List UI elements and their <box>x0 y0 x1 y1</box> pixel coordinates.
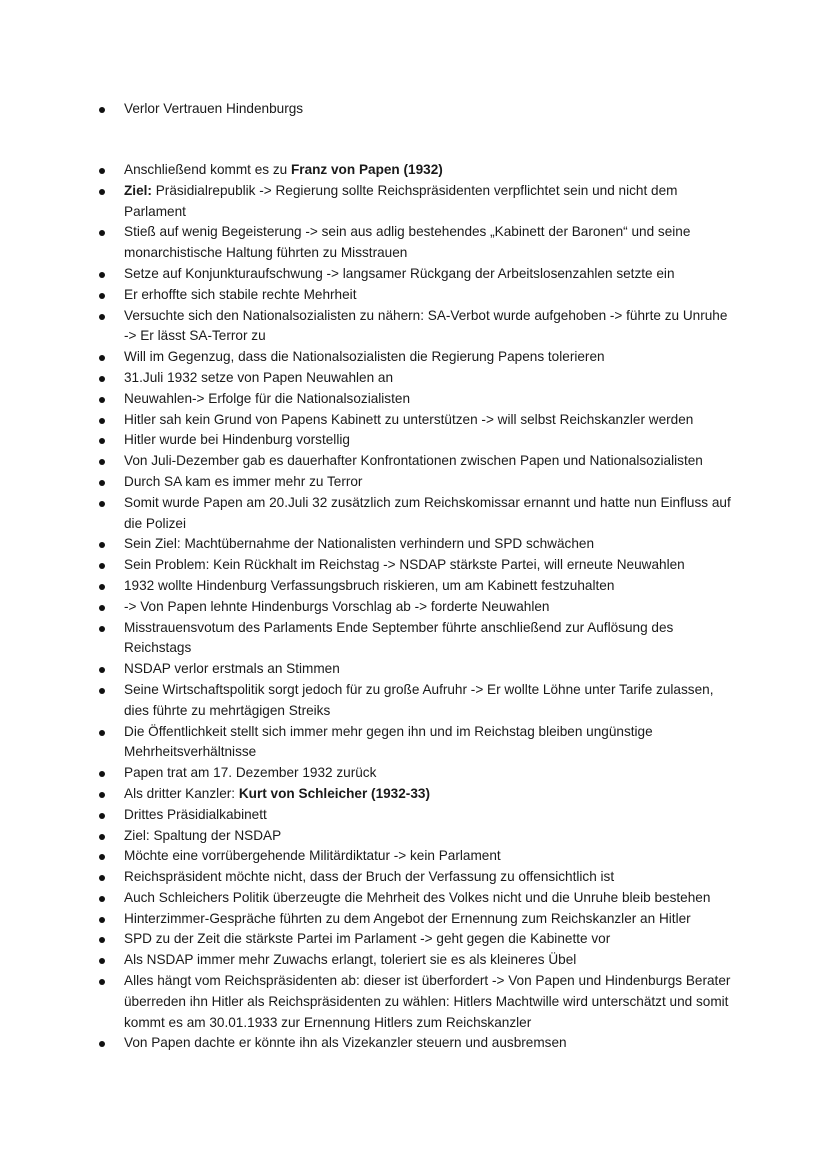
list-item <box>0 410 828 431</box>
list-item <box>0 430 828 451</box>
list-item <box>0 618 828 660</box>
bullet-icon <box>99 792 105 798</box>
list-item-text: 1932 wollte Hindenburg Verfassungsbruch riskieren, um am Kabinett festzuhalten <box>124 577 615 593</box>
list-item <box>0 264 828 285</box>
bullet-icon <box>99 834 105 840</box>
bullet-icon <box>99 667 105 673</box>
list-item-text: -> Von Papen lehnte Hindenburgs Vorschlag ab -> forderte Neuwahlen <box>124 598 550 614</box>
list-item-text: NSDAP verlor erstmals an Stimmen <box>124 661 340 677</box>
bullet-list-intro <box>0 99 828 120</box>
list-item-text: 31.Juli 1932 setze von Papen Neuwahlen an <box>124 369 394 385</box>
list-item-text: Papen trat am 17. Dezember 1932 zurück <box>124 765 377 781</box>
list-item <box>0 763 828 784</box>
list-item <box>0 659 828 680</box>
list-item-text: Sein Problem: Kein Rückhalt im Reichstag -> NSDAP stärkste Partei, will erneute Neuwahlen <box>124 557 685 573</box>
bullet-icon <box>99 854 105 860</box>
list-item-text: Als NSDAP immer mehr Zuwachs erlangt, toleriert sie es als kleineres Übel <box>124 952 577 968</box>
list-item-text: SPD zu der Zeit die stärkste Partei im Parlament -> geht gegen die Kabinette vor <box>124 931 611 947</box>
bullet-icon <box>99 584 105 590</box>
bullet-icon <box>99 605 105 611</box>
list-item <box>0 576 828 597</box>
bullet-icon <box>99 189 105 195</box>
list-item <box>0 534 828 555</box>
list-item <box>0 160 828 181</box>
list-item <box>0 389 828 410</box>
list-item <box>0 472 828 493</box>
bullet-icon <box>99 979 105 985</box>
list-item-bold-text: Ziel: <box>124 182 152 198</box>
list-item-text: Alles hängt vom Reichspräsidenten ab: dieser ist überfordert -> Von Papen und Hindenburgs Berater überreden ihn Hitler als Reichspräsidenten zu wählen: Hitlers Machtwille wird unterschätzt und somit kommt es am 30.01.1933 zur Ernennung Hitlers zum Reichskanzler <box>124 973 731 1030</box>
list-item <box>0 555 828 576</box>
bullet-icon <box>99 293 105 299</box>
bullet-icon <box>99 230 105 236</box>
list-item-text: Neuwahlen-> Erfolge für die Nationalsozialisten <box>124 390 411 406</box>
bullet-icon <box>99 626 105 632</box>
bullet-icon <box>99 418 105 424</box>
list-item <box>0 181 828 223</box>
list-item <box>0 368 828 389</box>
list-item-text: Durch SA kam es immer mehr zu Terror <box>124 473 363 489</box>
bullet-icon <box>99 771 105 777</box>
bullet-list-main <box>0 160 828 1054</box>
bullet-icon <box>99 937 105 943</box>
list-item-text: Von Juli-Dezember gab es dauerhafter Konfrontationen zwischen Papen und Nationalsozialisten <box>124 453 703 469</box>
list-item-text: Sein Ziel: Machtübernahme der Nationalisten verhindern und SPD schwächen <box>124 536 594 552</box>
list-item-text: Die Öffentlichkeit stellt sich immer mehr gegen ihn und im Reichstag bleiben ungünstige Mehrheitsverhältnisse <box>124 723 653 760</box>
list-item <box>0 99 828 120</box>
list-item-text: Als dritter Kanzler: <box>124 785 239 801</box>
list-item <box>0 929 828 950</box>
list-item-text: Von Papen dachte er könnte ihn als Vizekanzler steuern und ausbremsen <box>124 1035 567 1051</box>
list-item-text: Stieß auf wenig Begeisterung -> sein aus adlig bestehendes „Kabinett der Baronen“ und seine monarchistische Haltung führten zu Misstrauen <box>124 224 691 261</box>
bullet-icon <box>99 107 105 113</box>
list-item <box>0 888 828 909</box>
list-item-text: Auch Schleichers Politik überzeugte die Mehrheit des Volkes nicht und die Unruhe bleib bestehen <box>124 889 711 905</box>
list-item <box>0 222 828 264</box>
list-item <box>0 285 828 306</box>
bullet-icon <box>99 563 105 569</box>
list-item-text: Hitler sah kein Grund von Papens Kabinett zu unterstützen -> will selbst Reichskanzler werden <box>124 411 694 427</box>
bullet-icon <box>99 730 105 736</box>
list-item-text: Ziel: Spaltung der NSDAP <box>124 827 282 843</box>
list-item <box>0 826 828 847</box>
list-item <box>0 971 828 1033</box>
list-item-text: Verlor Vertrauen Hindenburgs <box>124 101 304 116</box>
list-item-text-continued: Präsidialrepublik -> Regierung sollte Reichspräsidenten verpflichtet sein und nicht dem Parlament <box>124 182 678 219</box>
list-item-text: Versuchte sich den Nationalsozialisten zu nähern: SA-Verbot wurde aufgehoben -> führte zu Unruhe -> Er lässt SA-Terror zu <box>124 307 728 344</box>
list-item-text: Hitler wurde bei Hindenburg vorstellig <box>124 432 350 448</box>
bullet-icon <box>99 272 105 278</box>
list-item <box>0 1033 828 1054</box>
list-item-text: Somit wurde Papen am 20.Juli 32 zusätzlich zum Reichskomissar ernannt und hatte nun Einfluss auf die Polizei <box>124 494 731 531</box>
list-item-text: Drittes Präsidialkabinett <box>124 806 267 822</box>
list-item <box>0 493 828 535</box>
list-item <box>0 805 828 826</box>
list-item <box>0 784 828 805</box>
list-item-text: Anschließend kommt es zu <box>124 162 291 177</box>
bullet-icon <box>99 501 105 507</box>
bullet-icon <box>99 168 105 174</box>
bullet-icon <box>99 459 105 465</box>
list-item <box>0 846 828 867</box>
bullet-icon <box>99 688 105 694</box>
list-item-bold-text: Franz von Papen (1932) <box>290 162 443 177</box>
list-item-text: Reichspräsident möchte nicht, dass der Bruch der Verfassung zu offensichtlich ist <box>124 869 615 885</box>
list-item <box>0 722 828 764</box>
bullet-icon <box>99 397 105 403</box>
list-item-text: Möchte eine vorrübergehende Militärdiktatur -> kein Parlament <box>124 848 501 864</box>
list-item <box>0 680 828 722</box>
bullet-icon <box>99 958 105 964</box>
list-item <box>0 347 828 368</box>
list-item-text: Er erhoffte sich stabile rechte Mehrheit <box>124 286 357 302</box>
bullet-icon <box>99 314 105 320</box>
list-item <box>0 867 828 888</box>
bullet-icon <box>99 1041 105 1047</box>
list-item <box>0 306 828 348</box>
list-item-text: Misstrauensvotum des Parlaments Ende September führte anschließend zur Auflösung des Reichstags <box>124 619 674 656</box>
bullet-icon <box>99 480 105 486</box>
bullet-icon <box>99 917 105 923</box>
list-item <box>0 451 828 472</box>
list-item-text: Seine Wirtschaftspolitik sorgt jedoch für zu große Aufruhr -> Er wollte Löhne unter Tarife zulassen, dies führte zu mehrtägigen Streiks <box>124 681 714 718</box>
list-item <box>0 909 828 930</box>
list-item <box>0 597 828 618</box>
list-item-text: Hinterzimmer-Gespräche führten zu dem Angebot der Ernennung zum Reichskanzler an Hitler <box>124 910 691 926</box>
bullet-icon <box>99 813 105 819</box>
list-item-text: Setze auf Konjunkturaufschwung -> langsamer Rückgang der Arbeitslosenzahlen setzte ein <box>124 265 675 281</box>
bullet-icon <box>99 438 105 444</box>
bullet-icon <box>99 542 105 548</box>
bullet-icon <box>99 355 105 361</box>
list-item-text: Will im Gegenzug, dass die Nationalsozialisten die Regierung Papens tolerieren <box>124 349 605 365</box>
bullet-icon <box>99 376 105 382</box>
bullet-icon <box>99 875 105 881</box>
list-item <box>0 950 828 971</box>
list-item-bold-text: Kurt von Schleicher (1932-33) <box>238 785 430 801</box>
bullet-icon <box>99 896 105 902</box>
